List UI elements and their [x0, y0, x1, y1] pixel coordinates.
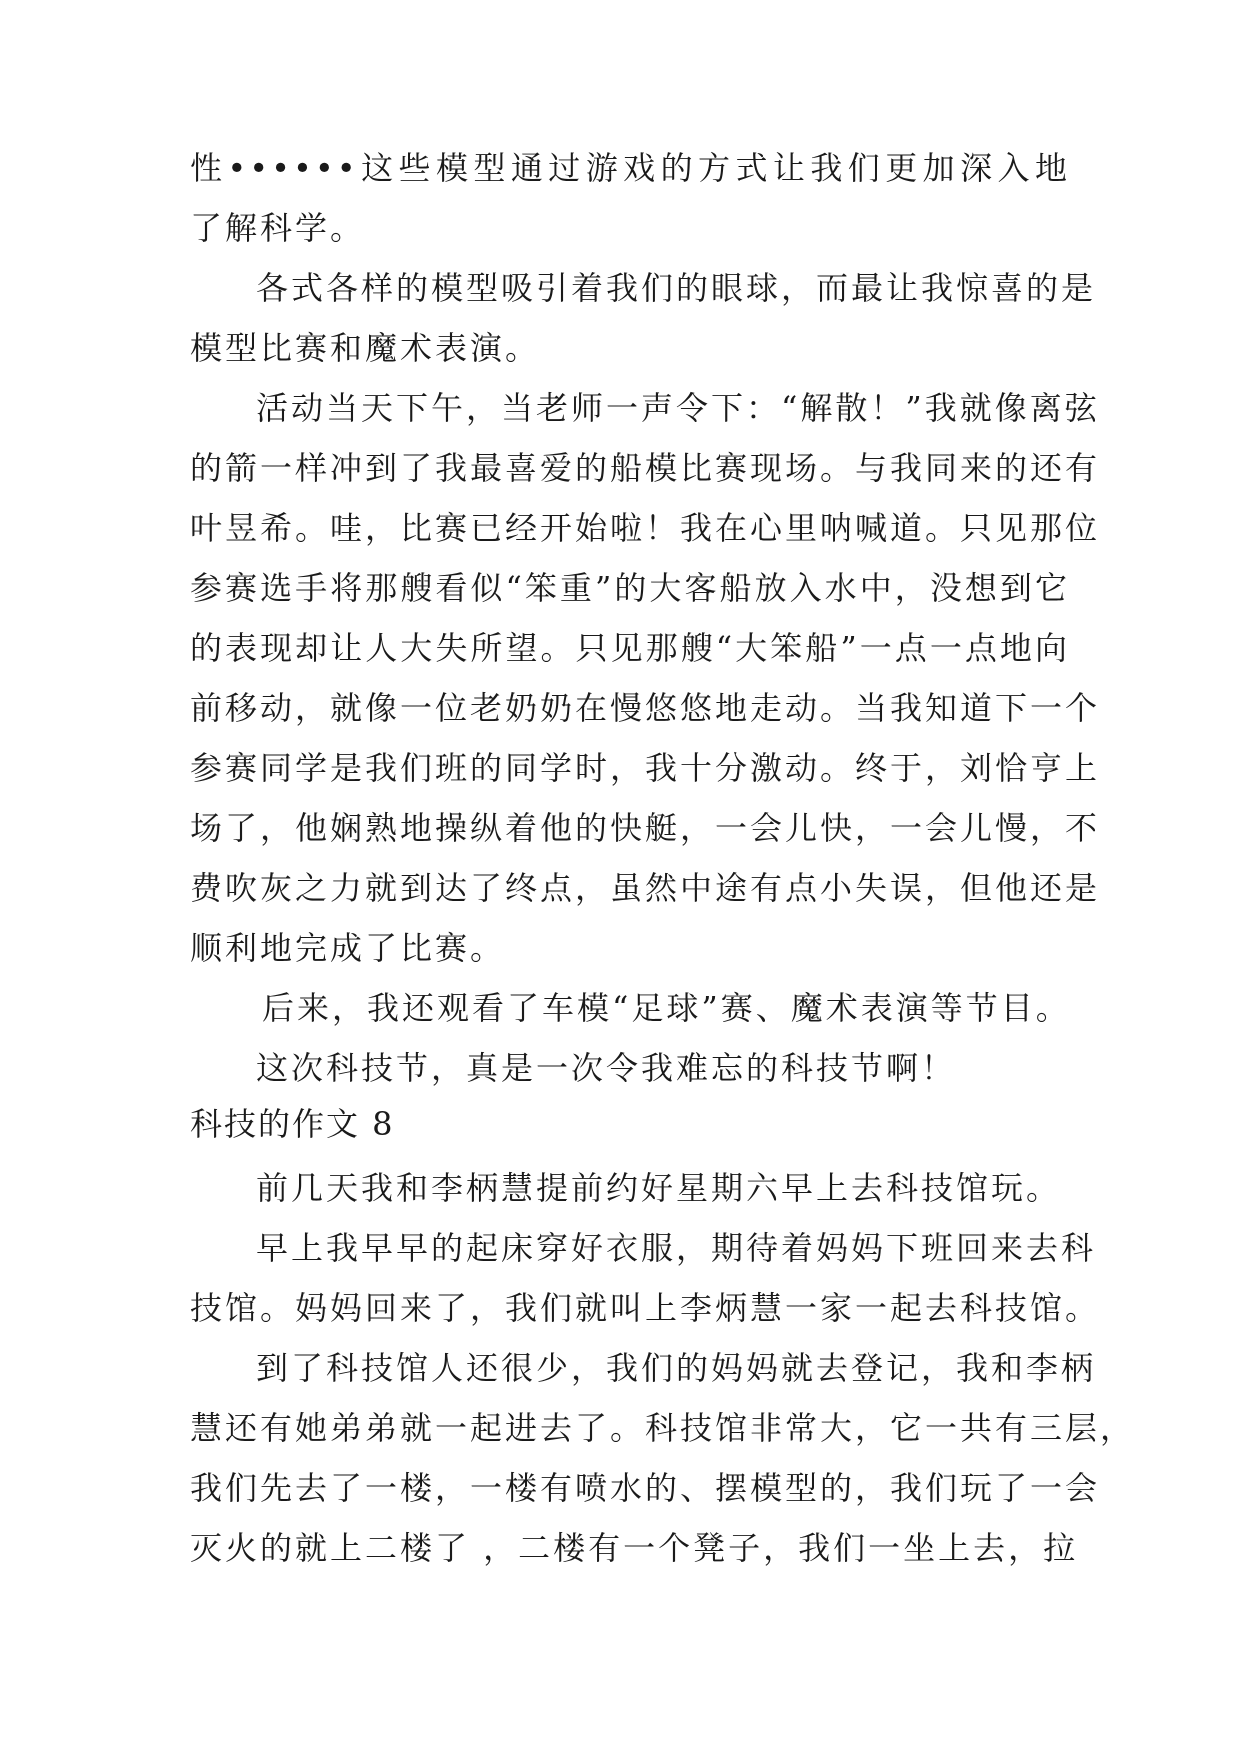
- text-line: 灭火的就上二楼了 ，二楼有一个凳子，我们一坐上去，拉: [190, 1529, 1079, 1567]
- text-line: 后来，我还观看了车模“足球”赛、魔术表演等节目。: [262, 989, 1071, 1027]
- text-line: 技馆。妈妈回来了，我们就叫上李炳慧一家一起去科技馆。: [190, 1289, 1101, 1327]
- text-line: 了解科学。: [190, 209, 366, 247]
- text-line: 参赛选手将那艘看似“笨重”的大客船放入水中，没想到它: [190, 569, 1070, 607]
- text-line: 前几天我和李柄慧提前约好星期六早上去科技馆玩。: [256, 1169, 1062, 1207]
- text-line: 叶昱希。哇，比赛已经开始啦！我在心里呐喊道。只见那位: [190, 509, 1101, 547]
- text-line: 场了，他娴熟地操纵着他的快艇，一会儿快，一会儿慢，不: [190, 809, 1101, 847]
- text-line: 顺利地完成了比赛。: [190, 929, 506, 967]
- text-line: 参赛同学是我们班的同学时，我十分激动。终于，刘恰亨上: [190, 749, 1101, 787]
- text-line: 这次科技节，真是一次令我难忘的科技节啊！: [256, 1049, 957, 1087]
- text-line: 前移动，就像一位老奶奶在慢悠悠地走动。当我知道下一个: [190, 689, 1101, 727]
- text-line: 活动当天下午，当老师一声令下：“解散！”我就像离弦: [256, 389, 1100, 427]
- text-line: 各式各样的模型吸引着我们的眼球，而最让我惊喜的是: [256, 269, 1097, 307]
- text-line: 的表现却让人大失所望。只见那艘“大笨船”一点一点地向: [190, 629, 1070, 667]
- text-line: 早上我早早的起床穿好衣服，期待着妈妈下班回来去科: [256, 1229, 1097, 1267]
- text-line: 模型比赛和魔术表演。: [190, 329, 541, 367]
- text-line: 性••••••这些模型通过游戏的方式让我们更加深入地: [190, 149, 1070, 187]
- section-heading: 科技的作文 8: [190, 1105, 395, 1143]
- text-line: 我们先去了一楼，一楼有喷水的、摆模型的，我们玩了一会: [190, 1469, 1101, 1507]
- text-line: 费吹灰之力就到达了终点，虽然中途有点小失误，但他还是: [190, 869, 1101, 907]
- text-line: 到了科技馆人还很少，我们的妈妈就去登记，我和李柄: [256, 1349, 1097, 1387]
- text-line: 的箭一样冲到了我最喜爱的船模比赛现场。与我同来的还有: [190, 449, 1101, 487]
- text-line: 慧还有她弟弟就一起进去了。科技馆非常大，它一共有三层，: [190, 1409, 1136, 1447]
